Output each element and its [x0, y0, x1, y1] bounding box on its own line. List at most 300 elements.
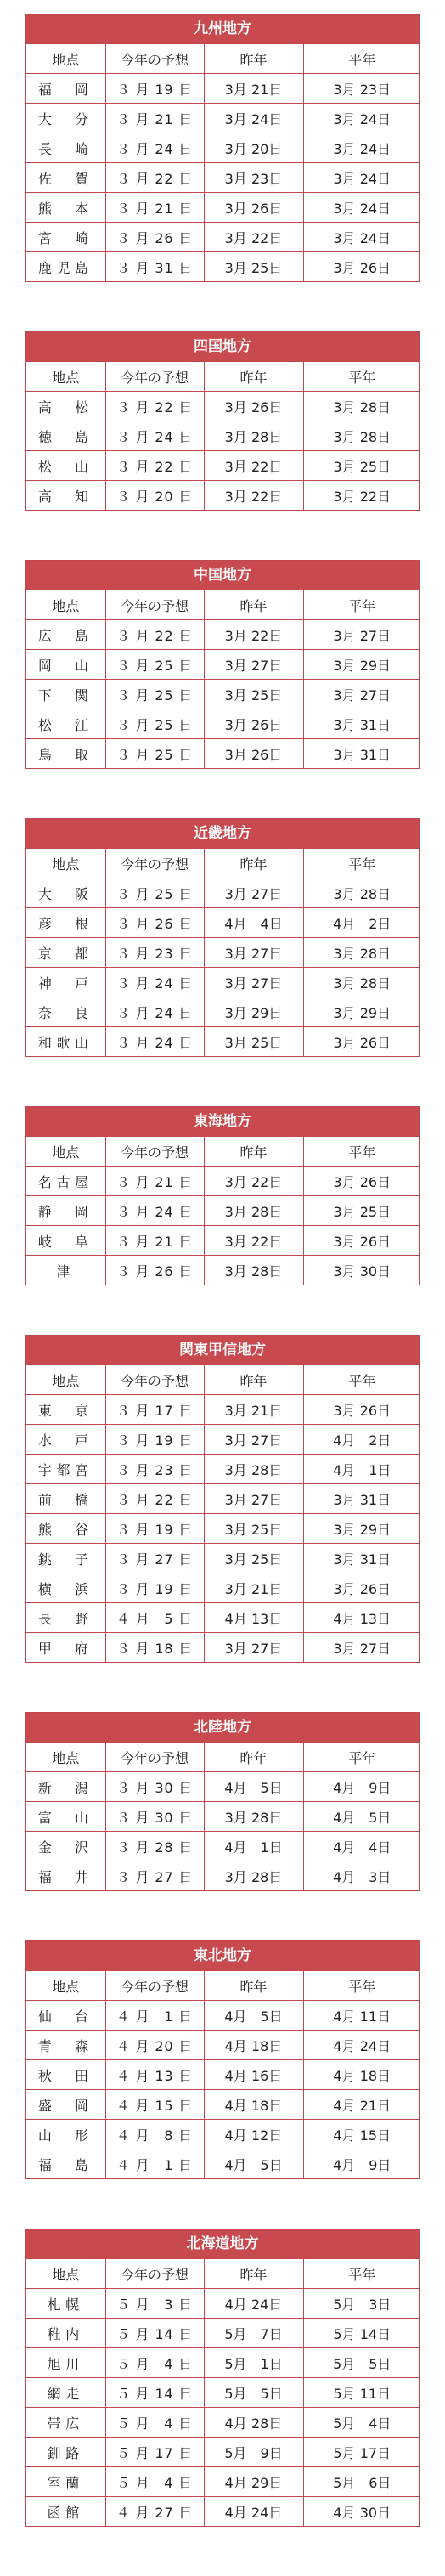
normal-cell: 3月 27日 — [303, 620, 420, 650]
table-row — [26, 2348, 420, 2378]
table-row — [26, 1573, 420, 1603]
location-cell: 長 野 — [26, 1603, 105, 1633]
header-last-year: 昨年 — [204, 590, 303, 620]
location-cell: 金 沢 — [26, 1832, 105, 1861]
last-year-cell: 3月 25日 — [204, 1514, 303, 1544]
forecast-cell: ３ 月 19 日 — [105, 1514, 204, 1544]
last-year-cell: 5月 9日 — [204, 2438, 303, 2467]
forecast-cell: ５ 月 4 日 — [105, 2348, 204, 2378]
last-year-cell: 3月 22日 — [204, 451, 303, 481]
normal-cell: 3月 26日 — [303, 1395, 420, 1425]
forecast-cell: ３ 月 25 日 — [105, 709, 204, 739]
location-cell: 長 崎 — [26, 133, 105, 163]
table-row — [26, 2408, 420, 2438]
forecast-cell: ３ 月 22 日 — [105, 620, 204, 650]
forecast-cell: ４ 月 1 日 — [105, 2001, 204, 2031]
forecast-table — [26, 1365, 420, 1662]
last-year-cell: 3月 28日 — [204, 1256, 303, 1285]
normal-cell: 4月 5日 — [303, 1802, 420, 1832]
forecast-cell: ３ 月 23 日 — [105, 938, 204, 968]
normal-cell: 4月 13日 — [303, 1603, 420, 1633]
last-year-cell: 3月 29日 — [204, 997, 303, 1027]
table-row — [26, 908, 420, 938]
header-last-year: 昨年 — [204, 849, 303, 878]
table-row — [26, 2031, 420, 2060]
last-year-cell: 3月 22日 — [204, 223, 303, 252]
last-year-cell: 3月 25日 — [204, 1544, 303, 1573]
forecast-cell: ３ 月 21 日 — [105, 1167, 204, 1196]
normal-cell: 3月 28日 — [303, 421, 420, 451]
last-year-cell: 4月 12日 — [204, 2120, 303, 2149]
table-row — [26, 1395, 420, 1425]
normal-cell: 3月 29日 — [303, 997, 420, 1027]
table-row — [26, 739, 420, 769]
forecast-table — [26, 590, 420, 768]
normal-cell: 3月 29日 — [303, 1514, 420, 1544]
normal-cell: 4月 1日 — [303, 1455, 420, 1484]
header-location: 地点 — [26, 1365, 105, 1395]
table-row — [26, 1832, 420, 1861]
table-row — [26, 1226, 420, 1256]
normal-cell: 5月 4日 — [303, 2408, 420, 2438]
region-title: 東海地方 — [26, 1107, 419, 1137]
last-year-cell: 3月 28日 — [204, 1802, 303, 1832]
forecast-table — [26, 1743, 420, 1890]
forecast-cell: ３ 月 21 日 — [105, 104, 204, 133]
last-year-cell: 3月 22日 — [204, 620, 303, 650]
last-year-cell: 4月 24日 — [204, 2497, 303, 2527]
last-year-cell: 4月 5日 — [204, 1772, 303, 1802]
location-cell: 横 浜 — [26, 1573, 105, 1603]
last-year-cell: 3月 20日 — [204, 133, 303, 163]
location-cell: 函館 — [26, 2497, 105, 2527]
header-row — [26, 1971, 420, 2001]
header-location: 地点 — [26, 44, 105, 74]
table-row — [26, 421, 420, 451]
normal-cell: 4月 15日 — [303, 2120, 420, 2149]
header-forecast: 今年の予想 — [105, 362, 204, 392]
last-year-cell: 3月 24日 — [204, 104, 303, 133]
location-cell: 佐 賀 — [26, 163, 105, 193]
normal-cell: 3月 23日 — [303, 74, 420, 104]
normal-cell: 3月 25日 — [303, 1196, 420, 1226]
last-year-cell: 5月 1日 — [204, 2348, 303, 2378]
last-year-cell: 4月 1日 — [204, 1832, 303, 1861]
header-row — [26, 1743, 420, 1772]
forecast-list — [25, 14, 420, 2576]
location-cell: 彦 根 — [26, 908, 105, 938]
region-block — [25, 2229, 420, 2527]
header-location: 地点 — [26, 590, 105, 620]
forecast-cell: ３ 月 20 日 — [105, 481, 204, 511]
region-title: 四国地方 — [26, 332, 419, 362]
normal-cell: 5月 17日 — [303, 2438, 420, 2467]
normal-cell: 4月 4日 — [303, 1832, 420, 1861]
table-row — [26, 481, 420, 511]
header-forecast: 今年の予想 — [105, 1137, 204, 1167]
table-row — [26, 1167, 420, 1196]
table-row — [26, 1196, 420, 1226]
table-row — [26, 2438, 420, 2467]
normal-cell: 3月 22日 — [333, 488, 391, 505]
location-cell: 大 分 — [26, 104, 105, 133]
last-year-cell: 3月 25日 — [204, 252, 303, 282]
normal-cell: 3月 27日 — [333, 1640, 391, 1657]
last-year-cell: 3月 27日 — [204, 878, 303, 908]
location-cell: 旭川 — [26, 2348, 105, 2378]
forecast-cell: ３ 月 18 日 — [105, 1633, 204, 1663]
forecast-cell: ４ 月 27 日 — [105, 2497, 204, 2527]
forecast-cell: ３ 月 24 日 — [105, 133, 204, 163]
location-cell: 稚内 — [26, 2319, 105, 2348]
region-title: 北陸地方 — [26, 1713, 419, 1743]
header-location: 地点 — [26, 1743, 105, 1772]
header-location: 地点 — [26, 362, 105, 392]
forecast-cell: ３ 月 31 日 — [105, 252, 204, 282]
location-cell: 松 江 — [26, 709, 105, 739]
forecast-cell: ３ 月 19 日 — [105, 74, 204, 104]
normal-cell: 3月 31日 — [303, 709, 420, 739]
location-cell: 帯広 — [26, 2408, 105, 2438]
table-row — [26, 2378, 420, 2408]
forecast-cell: ３ 月 17 日 — [105, 1395, 204, 1425]
last-year-cell: 5月 5日 — [204, 2378, 303, 2408]
normal-cell: 3月 31日 — [303, 1544, 420, 1573]
forecast-cell: ５ 月 17 日 — [105, 2438, 204, 2467]
table-row — [26, 1425, 420, 1455]
normal-cell: 3月 26日 — [333, 1034, 391, 1051]
forecast-cell: ３ 月 25 日 — [105, 878, 204, 908]
location-cell: 銚 子 — [26, 1544, 105, 1573]
last-year-cell: 3月 28日 — [204, 421, 303, 451]
forecast-cell: ３ 月 22 日 — [105, 392, 204, 421]
header-forecast: 今年の予想 — [105, 590, 204, 620]
region-title: 中国地方 — [26, 561, 419, 590]
last-year-cell: 3月 26日 — [204, 709, 303, 739]
table-row — [26, 193, 420, 223]
header-normal: 平年 — [303, 1137, 420, 1167]
location-cell: 鳥 取 — [26, 739, 105, 769]
normal-cell: 3月 28日 — [303, 938, 420, 968]
normal-cell: 3月 26日 — [303, 1573, 420, 1603]
forecast-table — [26, 362, 420, 510]
forecast-cell: ３ 月 21 日 — [105, 1226, 204, 1256]
last-year-cell: 3月 28日 — [204, 1196, 303, 1226]
location-cell: 岐 阜 — [26, 1226, 105, 1256]
location-cell: 高 松 — [26, 392, 105, 421]
location-cell: 熊 本 — [26, 193, 105, 223]
header-last-year: 昨年 — [204, 362, 303, 392]
table-row — [26, 968, 420, 997]
region-block — [25, 14, 420, 282]
table-row — [26, 2467, 420, 2497]
table-row — [26, 2319, 420, 2348]
region-block — [25, 331, 420, 511]
header-last-year: 昨年 — [204, 44, 303, 74]
region-block — [25, 1940, 420, 2179]
location-cell: 釧路 — [26, 2438, 105, 2467]
normal-cell: 3月 25日 — [303, 451, 420, 481]
forecast-cell: ３ 月 24 日 — [105, 997, 204, 1027]
forecast-cell: ５ 月 14 日 — [105, 2378, 204, 2408]
location-cell: 網走 — [26, 2378, 105, 2408]
location-cell: 秋 田 — [26, 2060, 105, 2090]
forecast-cell: ４ 月 13 日 — [105, 2060, 204, 2090]
header-row — [26, 44, 420, 74]
header-normal: 平年 — [303, 590, 420, 620]
forecast-cell: ３ 月 26 日 — [105, 1256, 204, 1285]
location-cell: 和歌山 — [26, 1027, 105, 1057]
table-row — [26, 451, 420, 481]
forecast-cell: ３ 月 24 日 — [105, 968, 204, 997]
location-cell: 大 阪 — [26, 878, 105, 908]
forecast-cell: ３ 月 27 日 — [105, 1861, 204, 1891]
normal-cell: 3月 24日 — [303, 223, 420, 252]
region-block — [25, 1712, 420, 1891]
header-row — [26, 849, 420, 878]
location-cell: 水 戸 — [26, 1425, 105, 1455]
header-normal: 平年 — [303, 2259, 420, 2289]
location-cell: 岡 山 — [26, 650, 105, 680]
header-normal: 平年 — [303, 362, 420, 392]
last-year-cell: 3月 28日 — [204, 1861, 303, 1891]
table-row — [26, 1633, 420, 1663]
forecast-table — [26, 1137, 420, 1285]
header-last-year: 昨年 — [204, 1365, 303, 1395]
last-year-cell: 3月 26日 — [204, 193, 303, 223]
forecast-cell: ４ 月 8 日 — [105, 2120, 204, 2149]
header-normal: 平年 — [303, 849, 420, 878]
header-forecast: 今年の予想 — [105, 1365, 204, 1395]
location-cell: 福 井 — [26, 1861, 105, 1891]
table-row — [26, 392, 420, 421]
forecast-cell: ３ 月 26 日 — [105, 908, 204, 938]
forecast-cell: ４ 月 5 日 — [105, 1603, 204, 1633]
table-row — [26, 2149, 420, 2179]
location-cell: 熊 谷 — [26, 1514, 105, 1544]
normal-cell: 4月 18日 — [303, 2060, 420, 2090]
last-year-cell: 3月 27日 — [204, 1425, 303, 1455]
location-cell: 甲 府 — [26, 1633, 105, 1663]
region-block — [25, 1335, 420, 1663]
table-row — [26, 223, 420, 252]
table-row — [26, 1861, 420, 1891]
location-cell: 仙 台 — [26, 2001, 105, 2031]
table-row — [26, 1802, 420, 1832]
location-cell: 津 — [26, 1256, 105, 1285]
table-row — [26, 74, 420, 104]
normal-cell: 3月 24日 — [303, 133, 420, 163]
last-year-cell: 3月 27日 — [204, 1484, 303, 1514]
table-row — [26, 2497, 420, 2527]
forecast-cell: ３ 月 22 日 — [105, 163, 204, 193]
location-cell: 奈 良 — [26, 997, 105, 1027]
forecast-cell: ３ 月 24 日 — [105, 1196, 204, 1226]
forecast-cell: ３ 月 21 日 — [105, 193, 204, 223]
header-forecast: 今年の予想 — [105, 1971, 204, 2001]
normal-cell: 3月 24日 — [303, 163, 420, 193]
forecast-cell: ３ 月 25 日 — [105, 650, 204, 680]
last-year-cell: 3月 21日 — [204, 1573, 303, 1603]
forecast-cell: ４ 月 20 日 — [105, 2031, 204, 2060]
header-row — [26, 362, 420, 392]
table-row — [26, 1514, 420, 1544]
last-year-cell: 4月 5日 — [204, 2001, 303, 2031]
normal-cell: 5月 3日 — [303, 2289, 420, 2319]
forecast-table — [26, 2259, 420, 2526]
header-last-year: 昨年 — [204, 1971, 303, 2001]
location-cell: 神 戸 — [26, 968, 105, 997]
header-forecast: 今年の予想 — [105, 44, 204, 74]
forecast-cell: ３ 月 26 日 — [105, 223, 204, 252]
last-year-cell: 4月 13日 — [204, 1603, 303, 1633]
normal-cell: 3月 31日 — [333, 746, 391, 763]
last-year-cell: 3月 26日 — [204, 739, 303, 769]
region-title: 近畿地方 — [26, 819, 419, 849]
location-cell: 室蘭 — [26, 2467, 105, 2497]
location-cell: 福 島 — [26, 2149, 105, 2179]
header-last-year: 昨年 — [204, 2259, 303, 2289]
location-cell: 富 山 — [26, 1802, 105, 1832]
last-year-cell: 3月 26日 — [204, 392, 303, 421]
header-row — [26, 1137, 420, 1167]
header-normal: 平年 — [303, 1365, 420, 1395]
table-row — [26, 252, 420, 282]
forecast-cell: ３ 月 25 日 — [105, 739, 204, 769]
forecast-cell: ３ 月 19 日 — [105, 1573, 204, 1603]
table-row — [26, 650, 420, 680]
normal-cell: 4月 2日 — [303, 908, 420, 938]
location-cell: 松 山 — [26, 451, 105, 481]
normal-cell: 5月 5日 — [303, 2348, 420, 2378]
region-block — [25, 1106, 420, 1285]
normal-cell: 5月 14日 — [303, 2319, 420, 2348]
forecast-cell: ３ 月 19 日 — [105, 1425, 204, 1455]
table-row — [26, 1027, 420, 1057]
header-location: 地点 — [26, 849, 105, 878]
region-block — [25, 560, 420, 769]
normal-cell: 3月 28日 — [303, 392, 420, 421]
last-year-cell: 3月 22日 — [204, 1167, 303, 1196]
forecast-table — [26, 44, 420, 281]
forecast-cell: ３ 月 23 日 — [105, 1455, 204, 1484]
table-row — [26, 878, 420, 908]
table-row — [26, 1455, 420, 1484]
forecast-cell: ５ 月 4 日 — [105, 2467, 204, 2497]
normal-cell: 4月 3日 — [333, 1868, 391, 1885]
last-year-cell: 3月 21日 — [204, 1395, 303, 1425]
normal-cell: 3月 28日 — [303, 968, 420, 997]
table-row — [26, 2060, 420, 2090]
normal-cell: 4月 9日 — [333, 2156, 391, 2173]
last-year-cell: 4月 5日 — [204, 2149, 303, 2179]
normal-cell: 3月 28日 — [303, 878, 420, 908]
table-row — [26, 1256, 420, 1285]
normal-cell: 4月 30日 — [333, 2504, 391, 2521]
location-cell: 下 関 — [26, 680, 105, 709]
header-location: 地点 — [26, 1971, 105, 2001]
table-row — [26, 938, 420, 968]
location-cell: 京 都 — [26, 938, 105, 968]
forecast-cell: ３ 月 22 日 — [105, 451, 204, 481]
region-title: 東北地方 — [26, 1941, 419, 1971]
normal-cell: 5月 6日 — [303, 2467, 420, 2497]
location-cell: 宇都宮 — [26, 1455, 105, 1484]
last-year-cell: 3月 23日 — [204, 163, 303, 193]
table-row — [26, 133, 420, 163]
header-last-year: 昨年 — [204, 1743, 303, 1772]
normal-cell: 3月 31日 — [303, 1484, 420, 1514]
normal-cell: 4月 24日 — [303, 2031, 420, 2060]
location-cell: 札幌 — [26, 2289, 105, 2319]
table-row — [26, 163, 420, 193]
table-row — [26, 620, 420, 650]
forecast-cell: ５ 月 14 日 — [105, 2319, 204, 2348]
location-cell: 東 京 — [26, 1395, 105, 1425]
forecast-cell: ３ 月 24 日 — [105, 1027, 204, 1057]
header-normal: 平年 — [303, 44, 420, 74]
location-cell: 新 潟 — [26, 1772, 105, 1802]
forecast-cell: ３ 月 30 日 — [105, 1772, 204, 1802]
table-row — [26, 680, 420, 709]
location-cell: 盛 岡 — [26, 2090, 105, 2120]
header-normal: 平年 — [303, 1743, 420, 1772]
table-row — [26, 1603, 420, 1633]
forecast-table — [26, 1971, 420, 2178]
location-cell: 徳 島 — [26, 421, 105, 451]
last-year-cell: 4月 18日 — [204, 2090, 303, 2120]
header-forecast: 今年の予想 — [105, 849, 204, 878]
normal-cell: 4月 21日 — [303, 2090, 420, 2120]
location-cell: 広 島 — [26, 620, 105, 650]
last-year-cell: 3月 27日 — [204, 650, 303, 680]
location-cell: 名古屋 — [26, 1167, 105, 1196]
header-location: 地点 — [26, 2259, 105, 2289]
normal-cell: 3月 24日 — [303, 193, 420, 223]
normal-cell: 3月 27日 — [303, 680, 420, 709]
forecast-cell: ４ 月 15 日 — [105, 2090, 204, 2120]
forecast-cell: ３ 月 27 日 — [105, 1544, 204, 1573]
normal-cell: 3月 26日 — [303, 1167, 420, 1196]
last-year-cell: 3月 28日 — [204, 1455, 303, 1484]
header-normal: 平年 — [303, 1971, 420, 2001]
forecast-cell: ３ 月 30 日 — [105, 1802, 204, 1832]
table-row — [26, 1484, 420, 1514]
normal-cell: 3月 26日 — [333, 259, 391, 276]
last-year-cell: 3月 25日 — [204, 680, 303, 709]
forecast-cell: ３ 月 22 日 — [105, 1484, 204, 1514]
last-year-cell: 3月 27日 — [204, 938, 303, 968]
forecast-cell: ５ 月 4 日 — [105, 2408, 204, 2438]
header-last-year: 昨年 — [204, 1137, 303, 1167]
normal-cell: 4月 9日 — [303, 1772, 420, 1802]
last-year-cell: 5月 7日 — [204, 2319, 303, 2348]
forecast-table — [26, 849, 420, 1056]
location-cell: 福 岡 — [26, 74, 105, 104]
normal-cell: 3月 29日 — [303, 650, 420, 680]
table-row — [26, 1772, 420, 1802]
table-row — [26, 997, 420, 1027]
last-year-cell: 3月 25日 — [204, 1027, 303, 1057]
header-forecast: 今年の予想 — [105, 1743, 204, 1772]
normal-cell: 3月 26日 — [303, 1226, 420, 1256]
normal-cell: 4月 2日 — [303, 1425, 420, 1455]
location-cell: 山 形 — [26, 2120, 105, 2149]
last-year-cell: 4月 18日 — [204, 2031, 303, 2060]
table-row — [26, 2289, 420, 2319]
table-row — [26, 2120, 420, 2149]
location-cell: 静 岡 — [26, 1196, 105, 1226]
